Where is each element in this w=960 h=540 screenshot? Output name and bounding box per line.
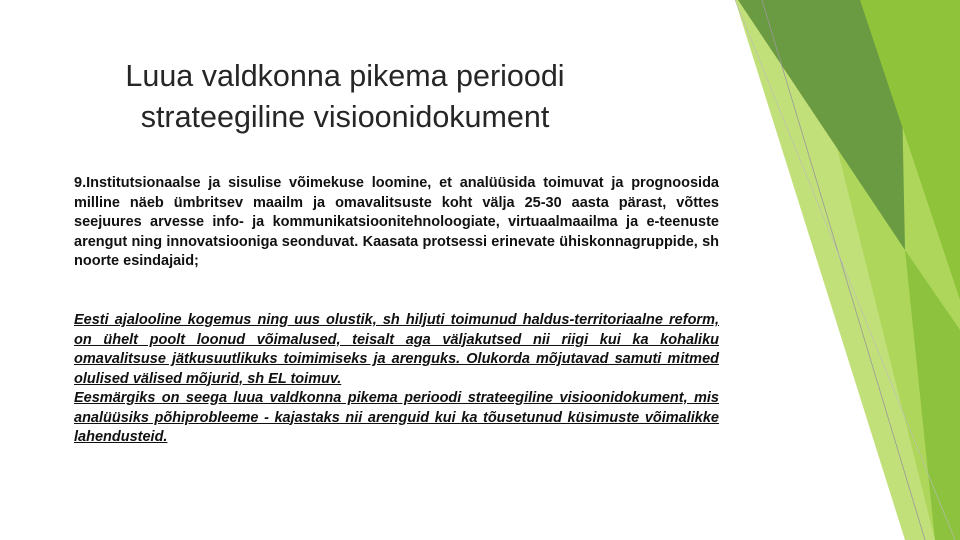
slide-title — [100, 56, 590, 138]
paragraph-context-part-2: Eesmärgiks on seega luua valdkonna pikema perioodi strateegiline visioonidokument, mis analüüsiks põhiprobleeme - kajastaks nii arenguid kui ka tõusetunud küsimuste võimalikke lahendusteid. — [74, 390, 719, 445]
paragraph-context — [74, 311, 719, 448]
paragraph-point-9: 9.Institutsionaalse ja sisulise võimekuse loomine, et analüüsida toimuvat ja prognoosida milline näeb ümbritsev maailm ja omavalitsuste koht välja 25-30 aasta pärast, võttes seejuures arvesse info- ja kommunikatsioonitehnoloogiate, virtuaalmaailma ja e-teenuste arengut ning innovatsiooniga seonduvat. Kaasata protsessi erinevate ühiskonnagruppide, sh noorte esindajaid; — [74, 175, 719, 269]
paragraph-context-part-1: Eesti ajalooline kogemus ning uus olustik, sh hiljuti toimunud haldus-territoriaalne reform, on ühelt poolt loonud võimalused, teisalt aga väljakutsed nii riigi kui ka kohaliku omavalitsuse jätkusuutlikuks toimimiseks ja arenguks. Olukorda mõjutavad samuti mitmed olulised välised mõjurid, sh EL toimuv. — [74, 312, 719, 387]
slide-title-line-1: Luua valdkonna pikema perioodi — [125, 59, 565, 93]
slide-title-line-2: strateegiline visioonidokument — [140, 100, 550, 134]
